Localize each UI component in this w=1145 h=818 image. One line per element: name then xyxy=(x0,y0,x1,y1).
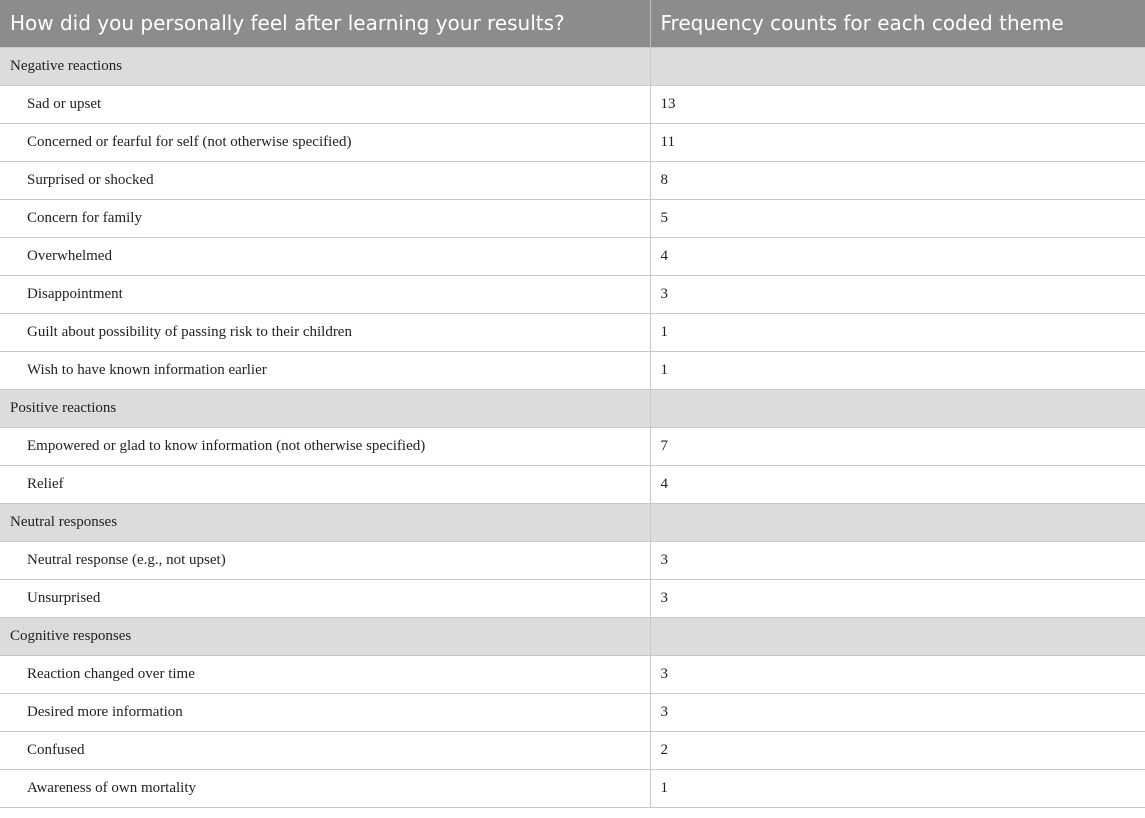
frequency-count: 3 xyxy=(650,275,1145,313)
table-row xyxy=(0,313,1145,351)
theme-label: Wish to have known information earlier xyxy=(0,351,650,389)
table-row xyxy=(0,731,1145,769)
group-label: Positive reactions xyxy=(0,389,650,427)
theme-label: Neutral response (e.g., not upset) xyxy=(0,541,650,579)
frequency-count: 5 xyxy=(650,199,1145,237)
frequency-count: 7 xyxy=(650,427,1145,465)
header-row xyxy=(0,0,1145,47)
frequency-count: 1 xyxy=(650,313,1145,351)
table-row xyxy=(0,199,1145,237)
column-header-question: How did you personally feel after learning your results? xyxy=(0,0,650,47)
frequency-count: 1 xyxy=(650,769,1145,807)
theme-label: Sad or upset xyxy=(0,85,650,123)
group-row xyxy=(0,617,1145,655)
table-row xyxy=(0,541,1145,579)
theme-label: Concerned or fearful for self (not otherwise specified) xyxy=(0,123,650,161)
theme-label: Guilt about possibility of passing risk to their children xyxy=(0,313,650,351)
frequency-count: 3 xyxy=(650,579,1145,617)
table-row xyxy=(0,161,1145,199)
frequency-count xyxy=(650,503,1145,541)
frequency-count: 3 xyxy=(650,693,1145,731)
theme-label: Desired more information xyxy=(0,693,650,731)
table-row xyxy=(0,427,1145,465)
group-row xyxy=(0,389,1145,427)
theme-label: Unsurprised xyxy=(0,579,650,617)
group-row xyxy=(0,503,1145,541)
column-header-frequency: Frequency counts for each coded theme xyxy=(650,0,1145,47)
group-label: Negative reactions xyxy=(0,47,650,85)
table-row xyxy=(0,123,1145,161)
group-row xyxy=(0,47,1145,85)
table-row xyxy=(0,465,1145,503)
frequency-count xyxy=(650,389,1145,427)
table-row xyxy=(0,275,1145,313)
frequency-count: 3 xyxy=(650,541,1145,579)
frequency-count: 2 xyxy=(650,731,1145,769)
frequency-count: 11 xyxy=(650,123,1145,161)
theme-label: Relief xyxy=(0,465,650,503)
frequency-count: 13 xyxy=(650,85,1145,123)
theme-label: Concern for family xyxy=(0,199,650,237)
table-header xyxy=(0,0,1145,47)
theme-label: Reaction changed over time xyxy=(0,655,650,693)
theme-label: Confused xyxy=(0,731,650,769)
frequency-count xyxy=(650,47,1145,85)
table-row xyxy=(0,351,1145,389)
table-body xyxy=(0,47,1145,807)
group-label: Neutral responses xyxy=(0,503,650,541)
table-row xyxy=(0,655,1145,693)
frequency-count: 4 xyxy=(650,237,1145,275)
theme-label: Disappointment xyxy=(0,275,650,313)
frequency-count: 3 xyxy=(650,655,1145,693)
frequency-count: 1 xyxy=(650,351,1145,389)
theme-label: Awareness of own mortality xyxy=(0,769,650,807)
group-label: Cognitive responses xyxy=(0,617,650,655)
frequency-count xyxy=(650,617,1145,655)
frequency-count: 4 xyxy=(650,465,1145,503)
table-row xyxy=(0,769,1145,807)
frequency-count: 8 xyxy=(650,161,1145,199)
table-row xyxy=(0,693,1145,731)
theme-label: Overwhelmed xyxy=(0,237,650,275)
theme-label: Empowered or glad to know information (not otherwise specified) xyxy=(0,427,650,465)
theme-label: Surprised or shocked xyxy=(0,161,650,199)
table-row xyxy=(0,237,1145,275)
table-row xyxy=(0,579,1145,617)
table-row xyxy=(0,85,1145,123)
